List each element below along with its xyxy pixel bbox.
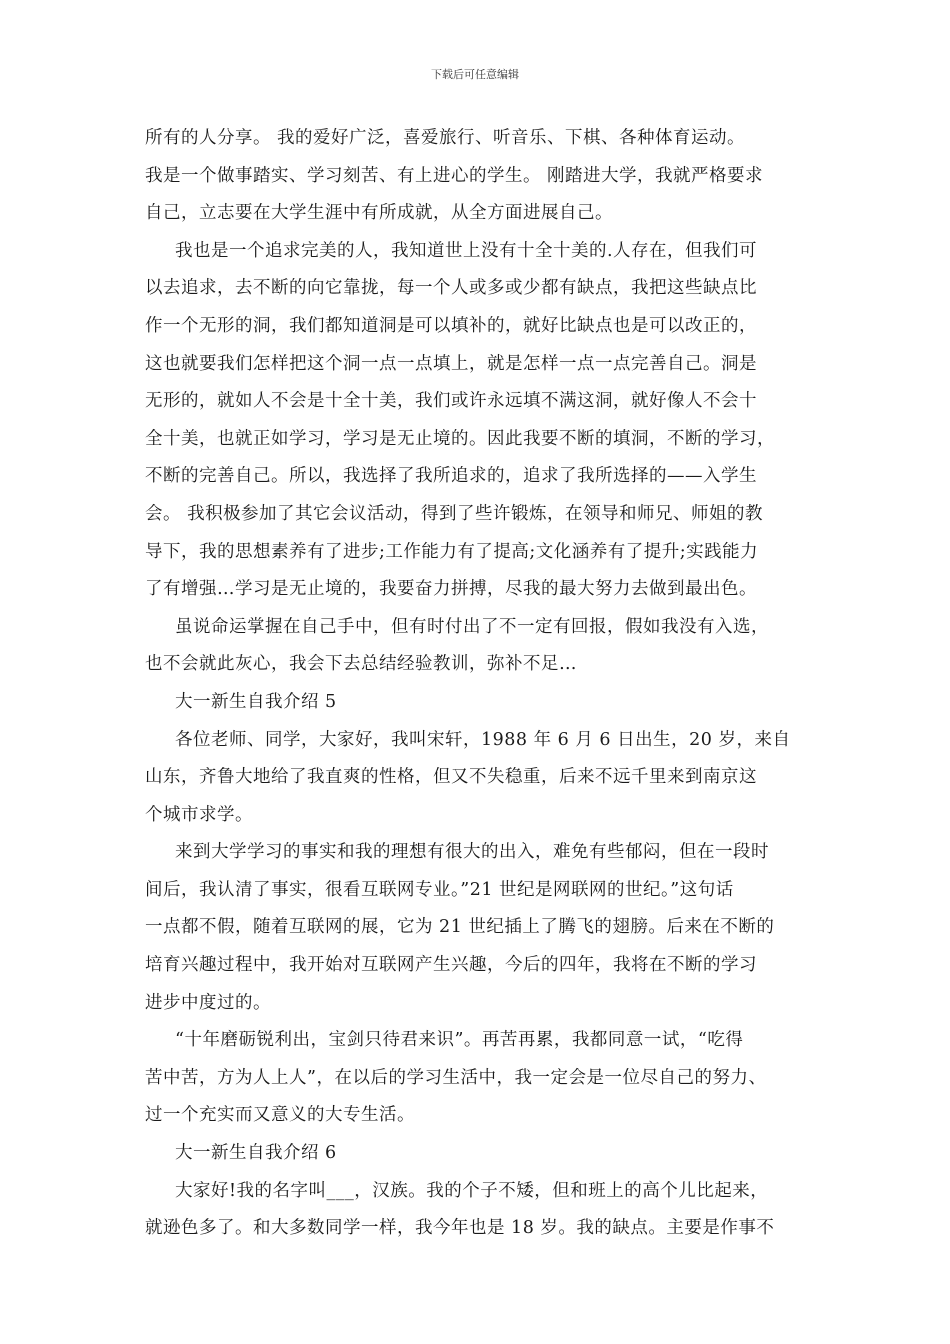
text-line: 间后，我认清了事实，很看互联网专业。”21 世纪是网联网的世纪。”这句话 [145, 879, 734, 900]
text-line: 导下，我的思想素养有了进步;工作能力有了提高;文化涵养有了提升;实践能力 [145, 541, 759, 562]
paragraph-start-line: 来到大学学习的事实和我的理想有很大的出入，难免有些郁闷，但在一段时 [175, 842, 769, 863]
text-line: 会。 我积极参加了其它会议活动，得到了些许锻炼，在领导和师兄、师姐的教 [145, 503, 764, 524]
text-line: 苦中苦，方为人上人”，在以后的学习生活中，我一定会是一位尽自己的努力、 [145, 1067, 767, 1088]
text-line: 以去追求，去不断的向它靠拢，每一个人或多或少都有缺点，我把这些缺点比 [145, 278, 757, 299]
paragraph-start-line: 虽说命运掌握在自己手中，但有时付出了不一定有回报，假如我没有入选， [175, 616, 769, 637]
text-line: 个城市求学。 [145, 804, 253, 825]
text-line: 过一个充实而又意义的大专生活。 [145, 1105, 415, 1126]
paragraph-start-line: 我也是一个追求完美的人，我知道世上没有十全十美的.人存在，但我们可 [175, 240, 758, 261]
text-line: 了有增强…学习是无止境的，我要奋力拼搏，尽我的最大努力去做到最出色。 [145, 579, 757, 600]
paragraph-start-line: 大家好!我的名字叫___，汉族。我的个子不矮，但和班上的高个儿比起来， [175, 1180, 769, 1201]
document-body [145, 120, 813, 1248]
text-line: 培育兴趣过程中，我开始对互联网产生兴趣，今后的四年，我将在不断的学习 [145, 955, 757, 976]
text-line: 我是一个做事踏实、学习刻苦、有上进心的学生。 刚踏进大学，我就严格要求 [145, 165, 764, 186]
text-line: 自己，立志要在大学生涯中有所成就，从全方面进展自己。 [145, 203, 613, 224]
text-line: 作一个无形的洞，我们都知道洞是可以填补的，就好比缺点也是可以改正的， [145, 315, 757, 336]
text-line: 进步中度过的。 [145, 992, 271, 1013]
paragraph-start-line: “十年磨砺锐利出，宝剑只待君来识”。再苦再累，我都同意一试，“吃得 [175, 1030, 744, 1051]
text-line: 不断的完善自己。所以，我选择了我所追求的，追求了我所选择的——入学生 [145, 466, 757, 487]
text-line: 所有的人分享。 我的爱好广泛，喜爱旅行、听音乐、下棋、各种体育运动。 [145, 128, 746, 148]
text-line: 这也就要我们怎样把这个洞一点一点填上，就是怎样一点一点完善自己。洞是 [145, 353, 757, 374]
text-line: 就逊色多了。和大多数同学一样，我今年也是 18 岁。我的缺点。主要是作事不 [145, 1218, 775, 1239]
section-heading: 大一新生自我介绍 6 [175, 1143, 337, 1164]
text-line: 山东，齐鲁大地给了我直爽的性格，但又不失稳重，后来不远千里来到南京这 [145, 767, 757, 788]
text-line: 全十美，也就正如学习，学习是无止境的。因此我要不断的填洞，不断的学习， [145, 428, 775, 449]
text-line: 也不会就此灰心，我会下去总结经验教训，弥补不足… [145, 654, 577, 675]
text-line: 无形的，就如人不会是十全十美，我们或许永远填不满这洞，就好像人不会十 [145, 391, 757, 412]
text-line: 一点都不假，随着互联网的展，它为 21 世纪插上了腾飞的翅膀。后来在不断的 [145, 917, 775, 938]
page-header: 下载后可任意编辑 [431, 68, 519, 81]
paragraph-start-line: 各位老师、同学，大家好，我叫宋轩，1988 年 6 月 6 日出生，20 岁，来自 [175, 729, 791, 750]
section-heading: 大一新生自我介绍 5 [175, 691, 337, 712]
